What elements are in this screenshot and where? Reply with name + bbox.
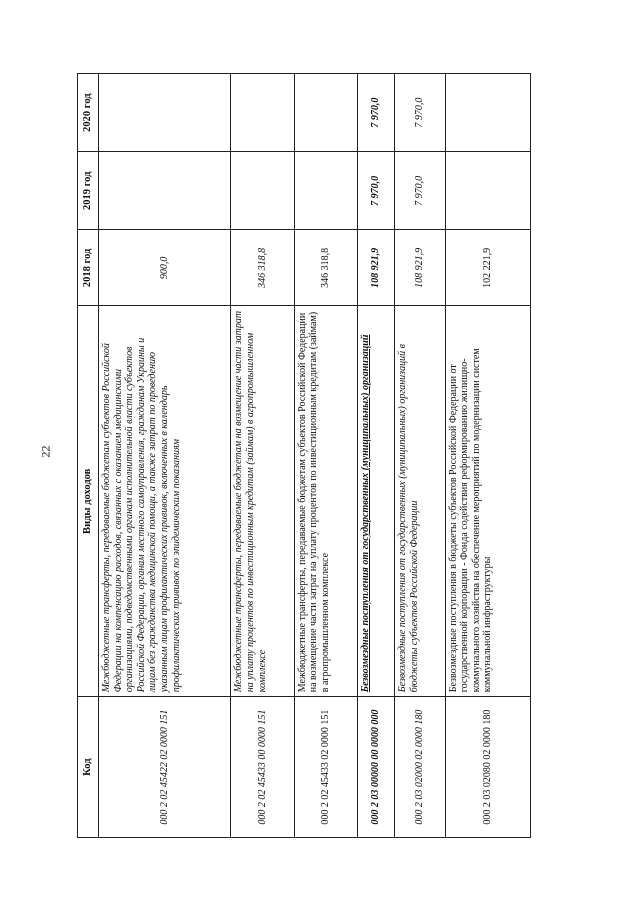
row-value-2018: 108 921,9	[395, 230, 445, 306]
row-value-2018: 900,0	[99, 230, 231, 306]
table-row	[445, 74, 530, 838]
header-revenue-type: Виды доходов	[78, 306, 99, 697]
header-2020: 2020 год	[78, 74, 99, 152]
row-value-2020: 7 970,0	[395, 74, 445, 152]
row-code: 000 2 03 02000 02 0000 180	[395, 697, 445, 838]
row-value-2020: 7 970,0	[358, 74, 395, 152]
table-row	[294, 74, 357, 838]
row-description: Межбюджетные трансферты, передаваемые бюджетам субъектов Российской Федерации на компенсацию расходов, связанных с оказанием медицинскими организациями, подведомственными органам исполнительной власти субъектов Российской Федерации, органам местного самоуправления, гражданам Украины и лицам без гражданства медицинской помощи, а также затрат по проведению указанным лицам профилактических прививок, включенных в календарь профилактических прививок по эпидемическим показаниям	[99, 306, 231, 697]
table-row	[99, 74, 231, 838]
row-code: 000 2 03 00000 00 0000 000	[358, 697, 395, 838]
row-value-2018: 346 318,8	[231, 230, 294, 306]
row-value-2018: 102 221,9	[445, 230, 530, 306]
row-value-2020	[231, 74, 294, 152]
header-2019: 2019 год	[78, 152, 99, 230]
page-number: 22	[38, 445, 53, 458]
row-description: Безвозмездные поступления от государственных (муниципальных) организаций	[358, 306, 395, 697]
table-row	[395, 74, 445, 838]
row-description: Межбюджетные трансферты, передаваемые бюджетам на возмещение части затрат на уплату процентов по инвестиционным кредитам (займам) в агропромышленном комплексе	[231, 306, 294, 697]
row-code: 000 2 03 02080 02 0000 180	[445, 697, 530, 838]
row-description: Межбюджетные трансферты, передаваемые бюджетам субъектов Российской Федерации на возмещение части затрат на уплату процентов по инвестиционным кредитам (займам) в агропромышленном комплексе	[294, 306, 357, 697]
table-header-row	[78, 74, 99, 838]
table-row	[358, 74, 395, 838]
row-value-2019	[231, 152, 294, 230]
header-2018: 2018 год	[78, 230, 99, 306]
header-code: Код	[78, 697, 99, 838]
row-value-2018: 346 318,8	[294, 230, 357, 306]
table-row	[231, 74, 294, 838]
row-value-2020	[445, 74, 530, 152]
row-value-2019	[445, 152, 530, 230]
row-description: Безвозмездные поступления в бюджеты субъектов Российской Федерации от государственной корпорации - Фонда содействия реформированию жилищно-коммунального хозяйства на обеспечение мероприятий по модернизации систем коммунальной инфраструктуры	[445, 306, 530, 697]
row-value-2019	[294, 152, 357, 230]
revenue-table-container	[77, 73, 531, 838]
row-value-2019	[99, 152, 231, 230]
row-value-2020	[99, 74, 231, 152]
row-value-2020	[294, 74, 357, 152]
revenue-table	[77, 73, 531, 838]
row-code: 000 2 02 45422 02 0000 151	[99, 697, 231, 838]
row-code: 000 2 02 45433 02 0000 151	[294, 697, 357, 838]
row-code: 000 2 02 45433 00 0000 151	[231, 697, 294, 838]
row-value-2019: 7 970,0	[395, 152, 445, 230]
row-description: Безвозмездные поступления от государственных (муниципальных) организаций в бюджеты субъектов Российской Федерации	[395, 306, 445, 697]
row-value-2018: 108 921,9	[358, 230, 395, 306]
row-value-2019: 7 970,0	[358, 152, 395, 230]
